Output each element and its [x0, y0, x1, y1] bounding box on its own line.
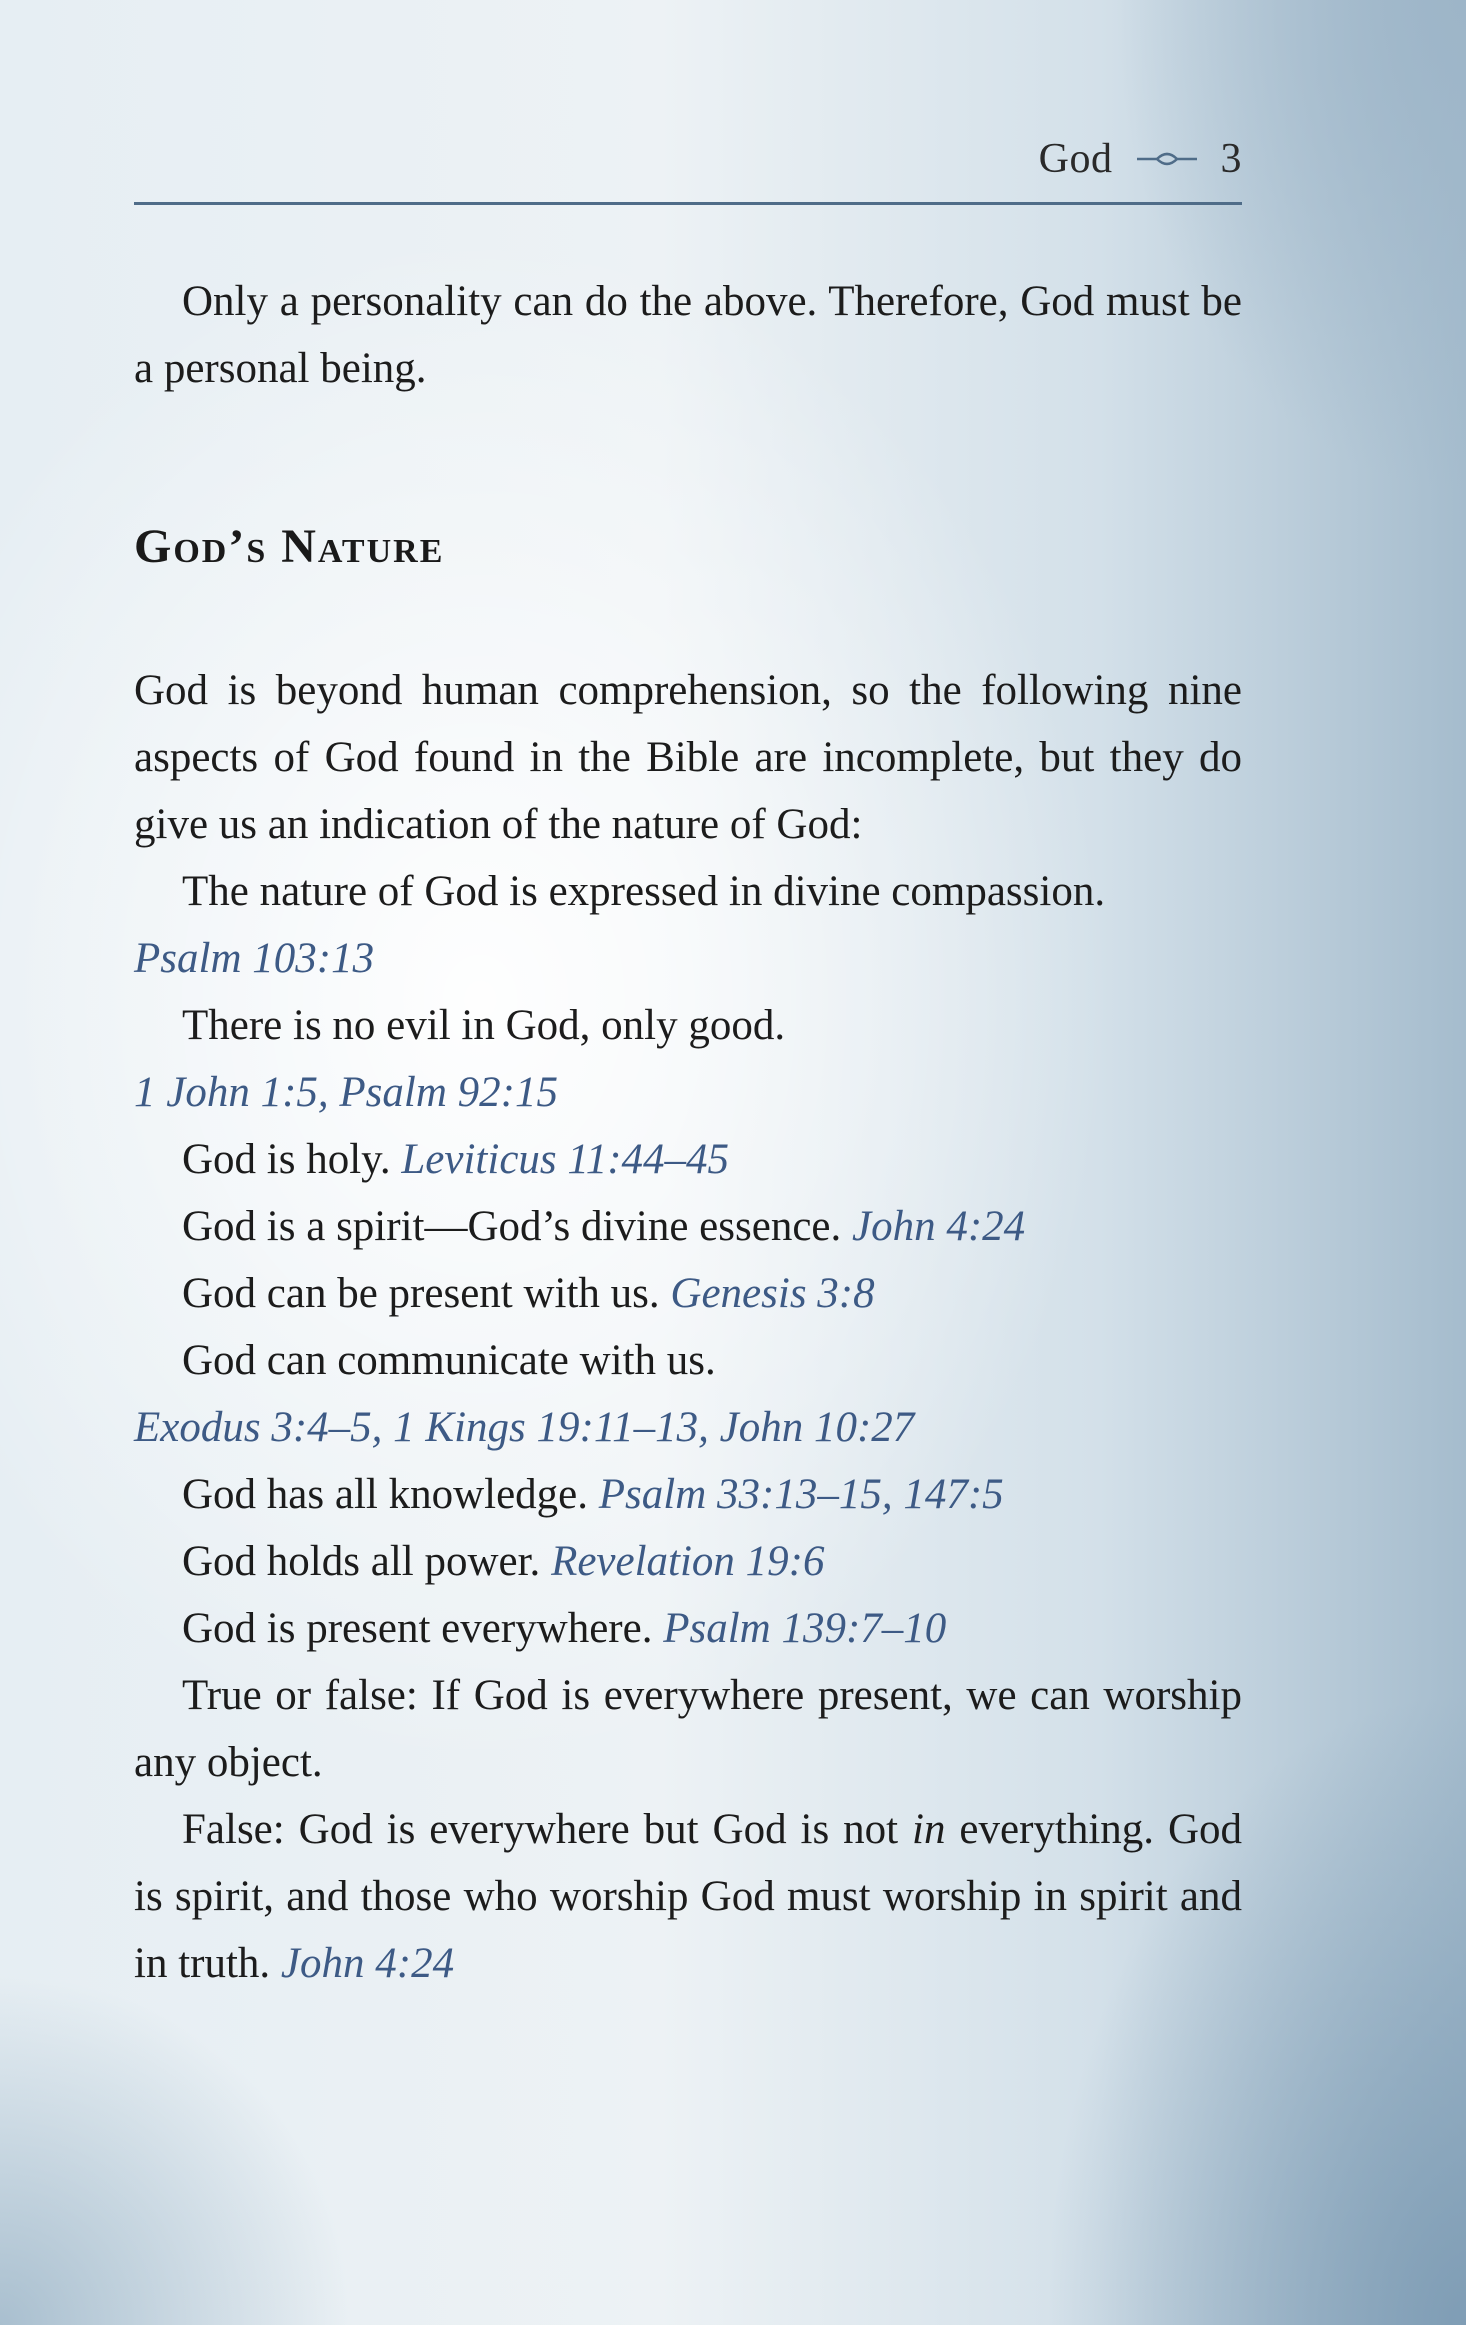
answer-reference: John 4:24	[280, 1940, 455, 1987]
aspect-item	[134, 1327, 1242, 1461]
running-title-group	[1039, 135, 1242, 183]
aspect-item	[134, 858, 1242, 992]
header-rule	[134, 202, 1242, 205]
aspect-item	[134, 992, 1242, 1126]
aspect-text: God can communicate with us.	[182, 1337, 716, 1384]
scripture-reference: Psalm 33:13–15, 147:5	[598, 1471, 1004, 1518]
scripture-reference: Psalm 103:13	[134, 935, 375, 982]
scripture-reference: John 4:24	[852, 1203, 1026, 1250]
question-paragraph: True or false: If God is everywhere present, we can worship any object.	[134, 1672, 1242, 1786]
aspect-text: God has all knowledge.	[182, 1471, 589, 1518]
aspect-item	[134, 1260, 1242, 1327]
answer-paragraph	[134, 1796, 1242, 1997]
aspect-text: God is a spirit—God’s divine essence.	[182, 1203, 842, 1250]
aspect-text: God is present everywhere.	[182, 1605, 653, 1652]
aspect-text: The nature of God is expressed in divine compassion.	[182, 868, 1106, 915]
aspect-text: God holds all power.	[182, 1538, 541, 1585]
ornament-icon	[1135, 147, 1199, 171]
aspect-text: God is holy.	[182, 1136, 391, 1183]
scripture-reference: Psalm 139:7–10	[663, 1605, 947, 1652]
aspect-item	[134, 1528, 1242, 1595]
aspect-text: There is no evil in God, only good.	[182, 1002, 786, 1049]
scripture-reference: Leviticus 11:44–45	[401, 1136, 730, 1183]
running-header	[134, 135, 1242, 195]
aspect-item	[134, 1461, 1242, 1528]
answer-text-after: everything. God is spirit, and those who worship God must worship in spirit and in truth.	[134, 1806, 1243, 1987]
lead-paragraph: God is beyond human comprehension, so the following nine aspects of God found in the Bible are incomplete, but they do give us an indication of the nature of God:	[134, 667, 1242, 848]
intro-paragraph: Only a personality can do the above. Therefore, God must be a personal being.	[134, 278, 1242, 392]
section-heading: God’s Nature	[134, 520, 445, 573]
running-title: God	[1038, 136, 1113, 182]
scripture-reference: Genesis 3:8	[670, 1270, 875, 1317]
scripture-reference: Revelation 19:6	[551, 1538, 825, 1585]
page-body	[134, 268, 1242, 1997]
aspect-text: God can be present with us.	[182, 1270, 660, 1317]
answer-text-before: False: God is everywhere but God is not	[182, 1806, 913, 1853]
aspect-item	[134, 1193, 1242, 1260]
scripture-reference: 1 John 1:5, Psalm 92:15	[134, 1069, 558, 1116]
aspect-list	[134, 858, 1242, 1662]
aspect-item	[134, 1126, 1242, 1193]
page-number: 3	[1220, 136, 1242, 182]
answer-emphasis: in	[912, 1806, 946, 1853]
aspect-item	[134, 1595, 1242, 1662]
scripture-reference: Exodus 3:4–5, 1 Kings 19:11–13, John 10:27	[134, 1404, 915, 1451]
